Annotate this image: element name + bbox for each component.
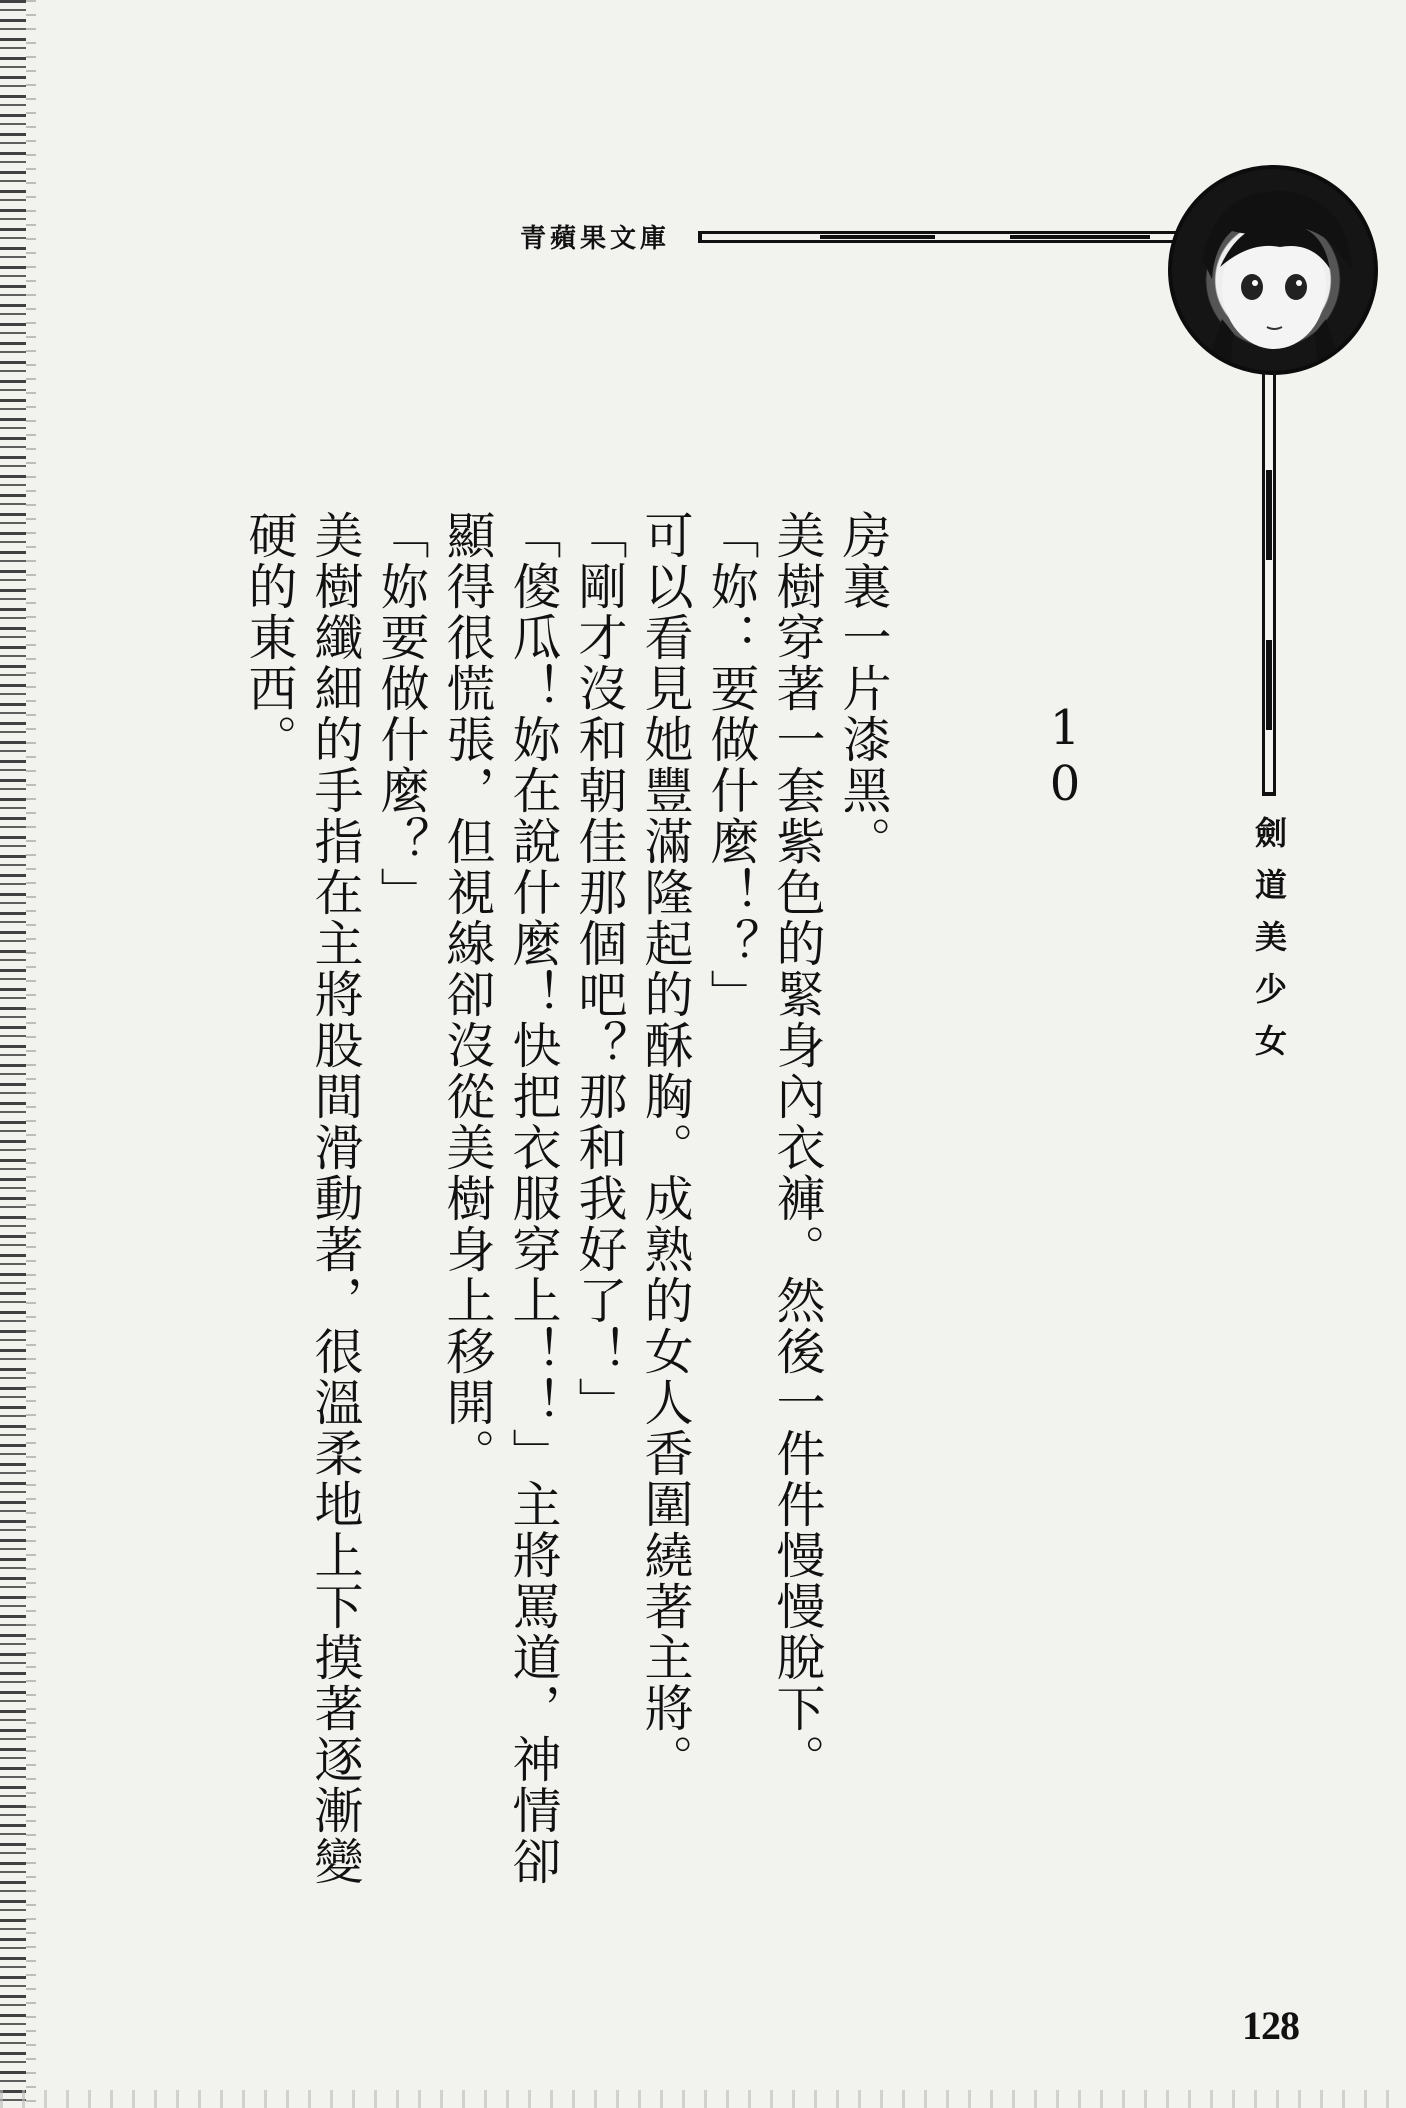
body-text — [236, 510, 896, 1900]
paragraph: 房裏一片漆黑。 — [835, 510, 892, 867]
page-number: 128 — [1242, 2003, 1299, 2048]
paragraph: 「傻瓜！妳在說什麼！快把衣服穿上！！」主將罵道，神情卻顯得很慌張，但視線卻沒從美樹身上移開。 — [439, 510, 562, 1887]
scan-edge-left-inner — [26, 0, 36, 2108]
paragraph: 美樹纖細的手指在主將股間滑動著，很溫柔地上下摸著逐漸變硬的東西。 — [241, 510, 364, 1887]
vertical-rule — [1262, 372, 1276, 796]
paragraph: 「剛才沒和朝佳那個吧？那和我好了！」 — [571, 510, 628, 1428]
paragraph: 可以看見她豐滿隆起的酥胸。成熟的女人香圍繞著主將。 — [637, 510, 694, 1785]
header-rule-segment — [1010, 235, 1150, 239]
book-title: 劍道美少女 — [1250, 816, 1288, 1076]
chapter-digit: 1 — [1049, 700, 1081, 756]
header-rule-segment — [820, 235, 935, 239]
paragraph: 「妳要做什麼？」 — [373, 510, 430, 918]
scan-edge-left — [0, 0, 26, 2108]
vertical-rule-segment — [1266, 470, 1272, 560]
chapter-number — [1040, 700, 1090, 812]
paragraph: 「妳：要做什麼！？」 — [703, 510, 760, 1020]
scan-edge-bottom — [0, 2090, 1406, 2108]
portrait-illustration — [1168, 165, 1378, 375]
paragraph: 美樹穿著一套紫色的緊身內衣褲。然後一件件慢慢脫下。 — [769, 510, 826, 1785]
series-label: 青蘋果文庫 — [520, 224, 671, 254]
chapter-digit: 0 — [1049, 756, 1081, 812]
vertical-rule-segment — [1266, 640, 1272, 730]
portrait-face-icon — [1172, 169, 1374, 371]
